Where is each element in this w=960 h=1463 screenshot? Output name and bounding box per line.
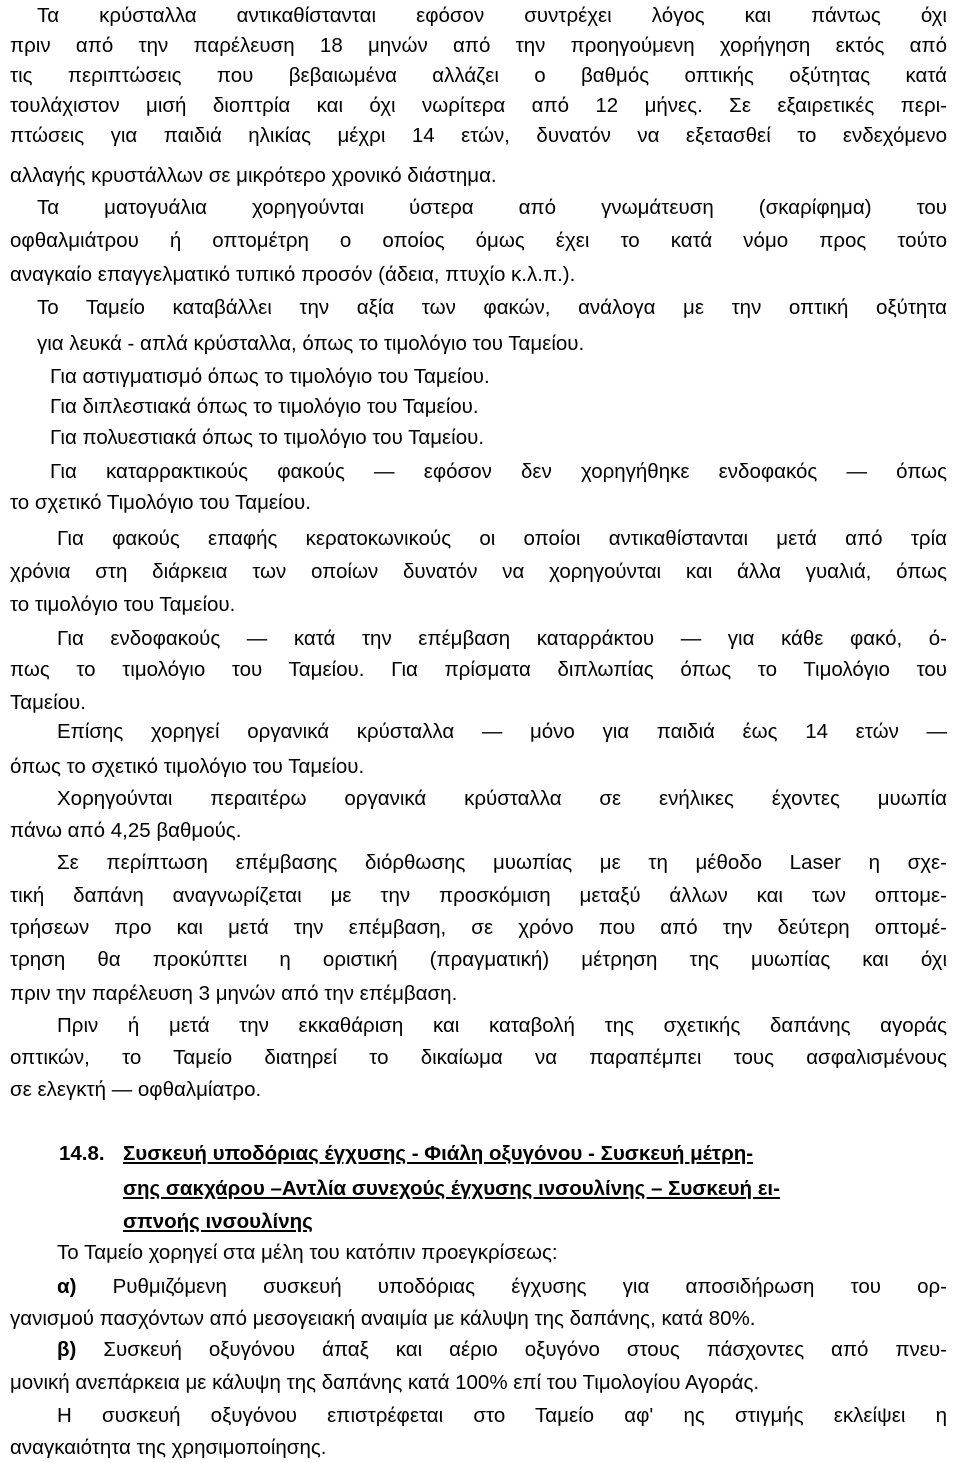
paragraph-line: Το Ταμείο καταβάλλει την αξία των φακών, ανάλογα με την οπτική οξύτητα <box>37 298 947 319</box>
paragraph-line: πτώσεις για παιδιά ηλικίας μέχρι 14 ετών, δυνατόν να εξετασθεί το ενδεχόμενο <box>10 126 947 147</box>
section-number: 14.8. <box>59 1142 105 1165</box>
paragraph-line: το τιμολόγιο του Ταμείου. <box>10 593 236 616</box>
paragraph-line: οφθαλμιάτρου ή οπτομέτρη ο οποίος όμως έχει το κατά νόμο προς τούτο <box>10 231 947 252</box>
paragraph-line: Για ενδοφακούς — κατά την επέμβαση καταρράκτου — για κάθε φακό, ό- <box>57 629 947 650</box>
paragraph-line: τρήσεων προ και μετά την επέμβαση, σε χρόνο που από την δεύτερη οπτομέ- <box>10 918 947 939</box>
paragraph-line: τις περιπτώσεις που βεβαιωμένα αλλάζει ο βαθμός οπτικής οξύτητας κατά <box>10 66 947 87</box>
paragraph-line: τική δαπάνη αναγνωρίζεται με την προσκόμιση μεταξύ άλλων και των οπτομε- <box>10 886 947 907</box>
paragraph-line: Για πολυεστιακά όπως το τιμολόγιο του Ταμείου. <box>50 426 485 449</box>
paragraph-line: Για διπλεστιακά όπως το τιμολόγιο του Ταμείου. <box>50 395 479 418</box>
paragraph-line: το σχετικό Τιμολόγιο του Ταμείου. <box>10 491 311 514</box>
list-marker: α) <box>57 1277 77 1298</box>
list-item-text: Συσκευή οξυγόνου άπαξ και αέριο οξυγόνο στους πάσχοντες από πνευ- <box>76 1340 947 1361</box>
paragraph-line: αναγκαιότητα της χρησιμοποίησης. <box>10 1436 327 1459</box>
paragraph-line: Τα κρύσταλλα αντικαθίστανται εφόσον συντρέχει λόγος και πάντως όχι <box>37 6 947 27</box>
paragraph-line: Χορηγούνται περαιτέρω οργανικά κρύσταλλα σε ενήλικες έχοντες μυωπία <box>57 789 947 810</box>
paragraph-line: σε ελεγκτή — οφθαλμίατρο. <box>10 1078 262 1101</box>
section-title-line: σπνοής ινσουλίνης <box>123 1210 313 1233</box>
paragraph-line: τουλάχιστον μισή διοπτρία και όχι νωρίτερα από 12 μήνες. Σε εξαιρετικές περι- <box>10 96 947 117</box>
list-item-text: Ρυθμιζόμενη συσκευή υποδόριας έγχυσης για αποσιδήρωση του ορ- <box>76 1277 947 1298</box>
paragraph-line: χρόνια στη διάρκεια των οποίων δυνατόν να χορηγούνται και άλλα γυαλιά, όπως <box>10 562 947 583</box>
paragraph-line: για λευκά - απλά κρύσταλλα, όπως το τιμολόγιο του Ταμείου. <box>37 332 585 355</box>
paragraph-line: γανισμού πασχόντων από μεσογειακή αναιμία με κάλυψη της δαπάνης, κατά 80%. <box>10 1307 756 1330</box>
list-marker: β) <box>57 1340 77 1361</box>
paragraph-line: Πριν ή μετά την εκκαθάριση και καταβολή της σχετικής δαπάνης αγοράς <box>57 1016 947 1037</box>
paragraph-line: τρηση θα προκύπτει η οριστική (πραγματική) μέτρηση της μυωπίας και όχι <box>10 950 947 971</box>
paragraph-line: Για φακούς επαφής κερατοκωνικούς οι οποίοι αντικαθίστανται μετά από τρία <box>57 529 947 550</box>
paragraph-line: πριν από την παρέλευση 18 μηνών από την προηγούμενη χορήγηση εκτός από <box>10 36 947 57</box>
paragraph-line: Ταμείου. <box>10 691 86 714</box>
paragraph-line: Για καταρρακτικούς φακούς — εφόσον δεν χορηγήθηκε ενδοφακός — όπως <box>50 462 947 483</box>
paragraph-line: Σε περίπτωση επέμβασης διόρθωσης μυωπίας με τη μέθοδο Laser η σχε- <box>57 853 947 874</box>
paragraph-line: αλλαγής κρυστάλλων σε μικρότερο χρονικό διάστημα. <box>10 164 497 187</box>
paragraph-line: Επίσης χορηγεί οργανικά κρύσταλλα — μόνο για παιδιά έως 14 ετών — <box>57 722 947 743</box>
paragraph-line: πάνω από 4,25 βαθμούς. <box>10 819 242 842</box>
paragraph-line: μονική ανεπάρκεια με κάλυψη της δαπάνης κατά 100% επί του Τιμολογίου Αγοράς. <box>10 1371 760 1394</box>
list-item-b <box>57 1340 947 1364</box>
section-intro: Το Ταμείο χορηγεί στα μέλη του κατόπιν προεγκρίσεως: <box>57 1241 558 1264</box>
paragraph-line: όπως το σχετικό τιμολόγιο του Ταμείου. <box>10 755 365 778</box>
paragraph-line: Τα ματογυάλια χορηγούνται ύστερα από γνωμάτευση (σκαρίφημα) του <box>37 198 947 219</box>
paragraph-line: Για αστιγματισμό όπως το τιμολόγιο του Ταμείου. <box>50 365 490 388</box>
section-title-line: Συσκευή υποδόριας έγχυσης - Φιάλη οξυγόνου - Συσκευή μέτρη- <box>123 1142 754 1165</box>
section-title-line: σης σακχάρου –Αντλία συνεχούς έγχυσης ινσουλίνης – Συσκευή ει- <box>123 1177 780 1200</box>
paragraph-line: οπτικών, το Ταμείο διατηρεί το δικαίωμα να παραπέμπει τους ασφαλισμένους <box>10 1048 947 1069</box>
paragraph-line: Η συσκευή οξυγόνου επιστρέφεται στο Ταμείο αφ' ης στιγμής εκλείψει η <box>57 1406 947 1427</box>
paragraph-line: πριν την παρέλευση 3 μηνών από την επέμβαση. <box>10 982 458 1005</box>
list-item-a <box>57 1277 947 1301</box>
paragraph-line: πως το τιμολόγιο του Ταμείου. Για πρίσματα διπλωπίας όπως το Τιμολόγιο του <box>10 660 947 681</box>
paragraph-line: αναγκαίο επαγγελματικό τυπικό προσόν (άδεια, πτυχίο κ.λ.π.). <box>10 263 576 286</box>
